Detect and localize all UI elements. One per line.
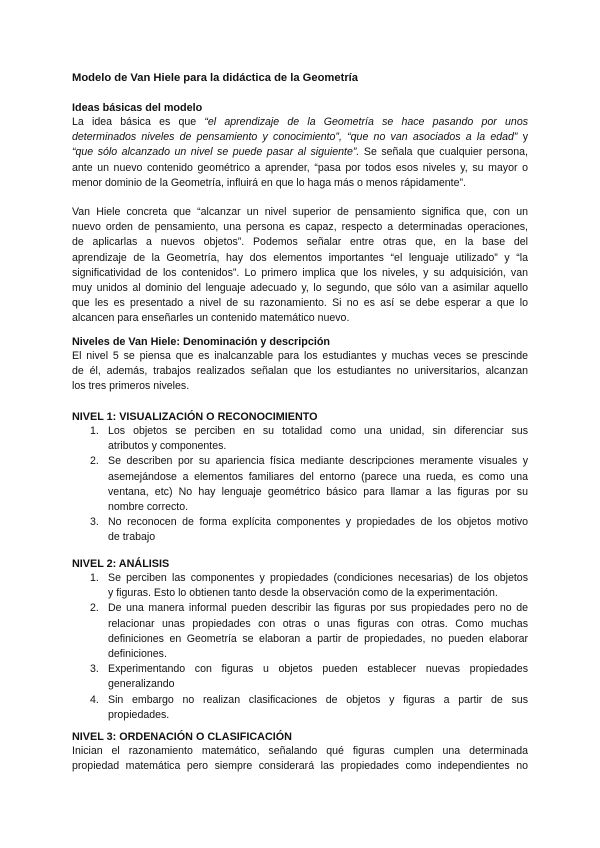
text-line: alcancen para enseñarles un contenido matemático nuevo. [72, 312, 350, 325]
list-item: 2. De una manera informal pueden describir las figuras por sus propiedades pero no de relacionar unas propiedades con otras o unas figuras con otras. Como muchas definiciones en Geometría se elaboran a partir de propiedades, no pueden elaborar definiciones. [90, 602, 528, 661]
section-heading: NIVEL 3: ORDENACIÓN O CLASIFICACIÓN [72, 731, 292, 743]
paragraph [72, 205, 528, 327]
paragraph [72, 349, 528, 395]
text-line: determinados niveles de pensamiento y conocimiento”, “que no van asociados a la edad” y [72, 131, 528, 144]
text-line: los tres primeros niveles. [72, 380, 190, 393]
list-item: 3. Experimentando con figuras u objetos pueden establecer nuevas propiedades generalizando [90, 663, 528, 691]
text-line: que les es presentado a nivel de su razonamiento. Si no es así se debe esperar a que lo [72, 297, 528, 310]
text-line: El nivel 5 se piensa que es inalcanzable para los estudiantes y muchas veces se prescinde [72, 350, 528, 362]
text-line: ante un nuevo contenido geométrico a aprender, “pasa por todos esos niveles y, su mayor o [72, 161, 528, 174]
list-item: 4. Sin embargo no realizan clasificaciones de objetos y figuras a partir de sus propiedades. [90, 693, 528, 721]
text-line: propiedad matemática pero siempre considerará las propiedades como independientes no [72, 760, 528, 773]
section-heading: Ideas básicas del modelo [72, 102, 203, 114]
paragraph [72, 115, 528, 191]
text-line: menor dominio de la Geometría, influirá en que lo haga más o menos rápidamente”. [72, 176, 466, 189]
text-line: nuevo orden de pensamiento, una persona es capaz, respecto a determinadas operaciones, [72, 221, 528, 234]
list-item: 2. Se describen por su apariencia física mediante descripciones meramente visuales y asemejándose a elementos familiares del entorno (parece una rueda, es como una ventana, etc) No hay lenguaje geométrico básico para llamar a las figuras por su nombre correcto. [90, 455, 528, 514]
numbered-list [72, 571, 528, 723]
section-heading: NIVEL 1: VISUALIZACIÓN O RECONOCIMIENTO [72, 411, 318, 423]
text-line: La idea básica es que “el aprendizaje de la Geometría se hace pasando por unos [72, 116, 529, 128]
text-line: aprendizaje de la Geometría, hay dos elementos importantes “el lenguaje utilizado” y “la [72, 251, 528, 264]
section-heading: Niveles de Van Hiele: Denominación y descripción [72, 336, 331, 348]
list-item: 3. No reconocen de forma explícita componentes y propiedades de los objetos motivo de trabajo [90, 516, 528, 544]
numbered-list [72, 424, 528, 546]
section-heading: NIVEL 2: ANÁLISIS [72, 558, 170, 570]
text-line: de él, además, trabajos realizados señalan que los estudiantes no universitarios, alcanzan [72, 365, 528, 378]
text-line: significatividad de los contenidos”. Lo primero implica que los niveles, y su adquisición, van [72, 266, 528, 279]
text-line: Van Hiele concreta que “alcanzar un nivel superior de pensamiento significa que, con un [72, 206, 528, 218]
text-line: de aplicarlas a nuevos objetos”. Podemos señalar entre otras que, en la base del [72, 236, 528, 249]
section-nivel-2 [72, 557, 528, 723]
section-nivel-3 [72, 730, 528, 774]
document-title: Modelo de Van Hiele para la didáctica de la Geometría [72, 72, 359, 84]
section-ideas [72, 101, 528, 191]
text-line: “que sólo alcanzado un nivel se puede pasar al siguiente”. Se señala que cualquier persona, [72, 146, 528, 159]
paragraph [72, 744, 528, 774]
text-line: muy unidos al dominio del lenguaje adecuado y, lo segundo, que sólo van a asimilar aquello [72, 282, 528, 295]
text-line: Inician el razonamiento matemático, señalando qué figuras cumplen una determinada [72, 745, 528, 757]
section-niveles [72, 335, 528, 395]
section-nivel-1 [72, 410, 528, 546]
list-item: 1. Se perciben las componentes y propiedades (condiciones necesarias) de los objetos y figuras. Esto lo obtienen tanto desde la observación como de la experimentación. [90, 572, 528, 600]
list-item: 1. Los objetos se perciben en su totalidad como una unidad, sin diferenciar sus atributos y componentes. [90, 425, 528, 453]
